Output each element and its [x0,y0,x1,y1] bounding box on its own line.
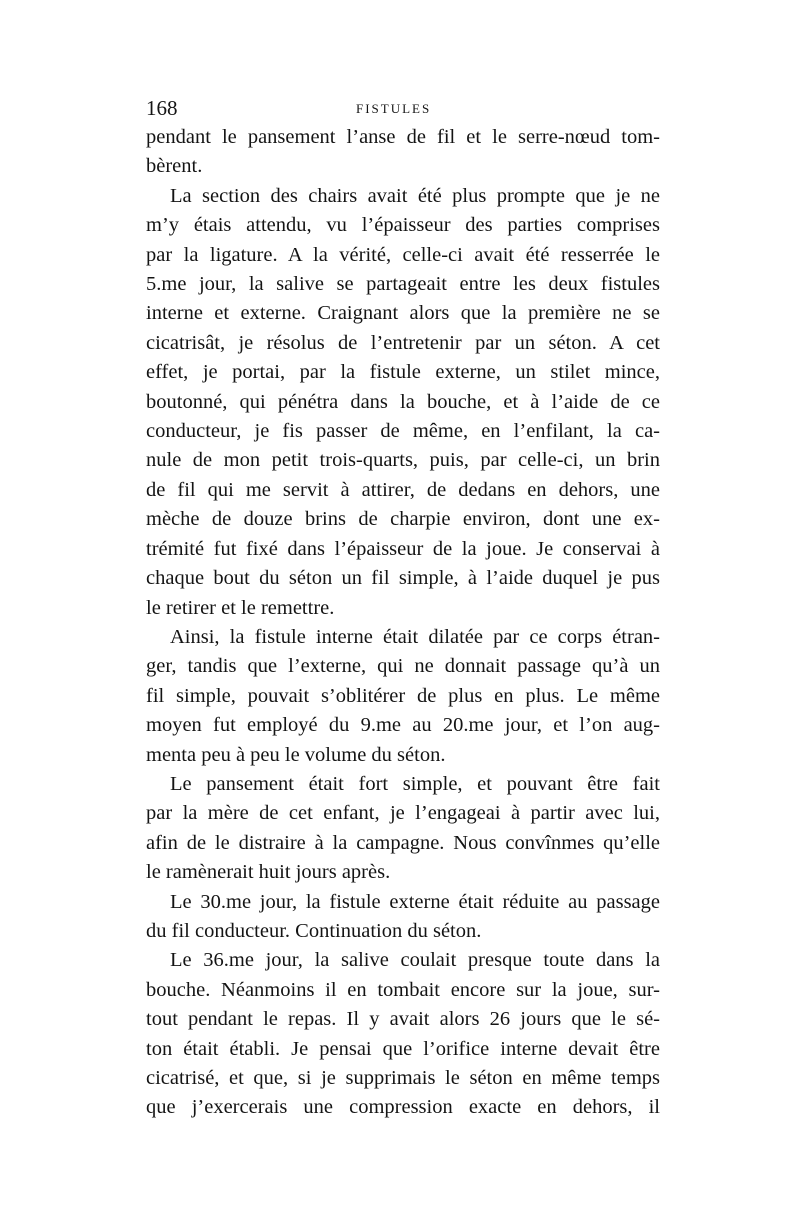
text-line: m’y étais attendu, vu l’épaisseur des parties comprises [146,214,660,237]
text-line: conducteur, je fis passer de même, en l’enfilant, la ca- [146,420,660,443]
text-line: trémité fut fixé dans l’épaisseur de la joue. Je conservai à [146,537,660,560]
text-line: Ainsi, la fistule interne était dilatée par ce corps étran- [170,625,660,648]
running-head: FISTULES [356,101,432,116]
text-line: cicatrisé, et que, si je supprimais le séton en même temps [146,1067,660,1089]
text-line: La section des chairs avait été plus prompte que je ne [170,184,660,207]
text-line: bèrent. [146,155,203,178]
text-line: mèche de douze brins de charpie environ, dont une ex- [146,508,660,531]
text-line: interne et externe. Craignant alors que la première ne se [146,302,660,325]
text-line: Le 36.me jour, la salive coulait presque toute dans la [170,949,660,972]
text-line: effet, je portai, par la fistule externe, un stilet mince, [146,361,660,384]
text-line: Le 30.me jour, la fistule externe était réduite au passage [170,890,660,913]
text-line: par la mère de cet enfant, je l’engageai à partir avec lui, [146,802,660,825]
text-line: chaque bout du séton un fil simple, à l’aide duquel je pus [146,567,660,590]
page-number: 168 [146,96,178,120]
text-line: tout pendant le repas. Il y avait alors 26 jours que le sé- [146,1008,660,1031]
text-line: le retirer et le remettre. [146,596,335,619]
text-line: du fil conducteur. Continuation du séton. [146,919,482,942]
text-line: ton était établi. Je pensai que l’orifice interne devait être [146,1037,660,1060]
text-line: ger, tandis que l’externe, qui ne donnait passage qu’à un [146,655,660,678]
body-text [146,123,660,1123]
text-line: moyen fut employé du 9.me au 20.me jour, et l’on aug- [146,714,660,737]
text-line: 5.me jour, la salive se partageait entre les deux fistules [146,273,660,296]
text-line: Le pansement était fort simple, et pouvant être fait [170,772,660,795]
text-line: cicatrisât, je résolus de l’entretenir par un séton. A cet [146,331,660,354]
text-line: pendant le pansement l’anse de fil et le serre-nœud tom- [146,126,660,148]
text-line: le ramènerait huit jours après. [146,861,391,884]
text-line: bouche. Néanmoins il en tombait encore sur la joue, sur- [146,978,660,1001]
text-line: nule de mon petit trois-quarts, puis, par celle-ci, un brin [146,449,660,472]
text-line: menta peu à peu le volume du séton. [146,743,446,766]
text-line: fil simple, pouvait s’oblitérer de plus en plus. Le même [146,684,660,707]
text-line: que j’exercerais une compression exacte en dehors, il [146,1096,660,1119]
text-line: boutonné, qui pénétra dans la bouche, et à l’aide de ce [146,390,660,413]
text-line: afin de le distraire à la campagne. Nous convînmes qu’elle [146,831,660,854]
text-line: par la ligature. A la vérité, celle-ci avait été resserrée le [146,243,660,266]
page-header [146,96,666,126]
text-line: de fil qui me servit à attirer, de dedans en dehors, une [146,478,660,501]
